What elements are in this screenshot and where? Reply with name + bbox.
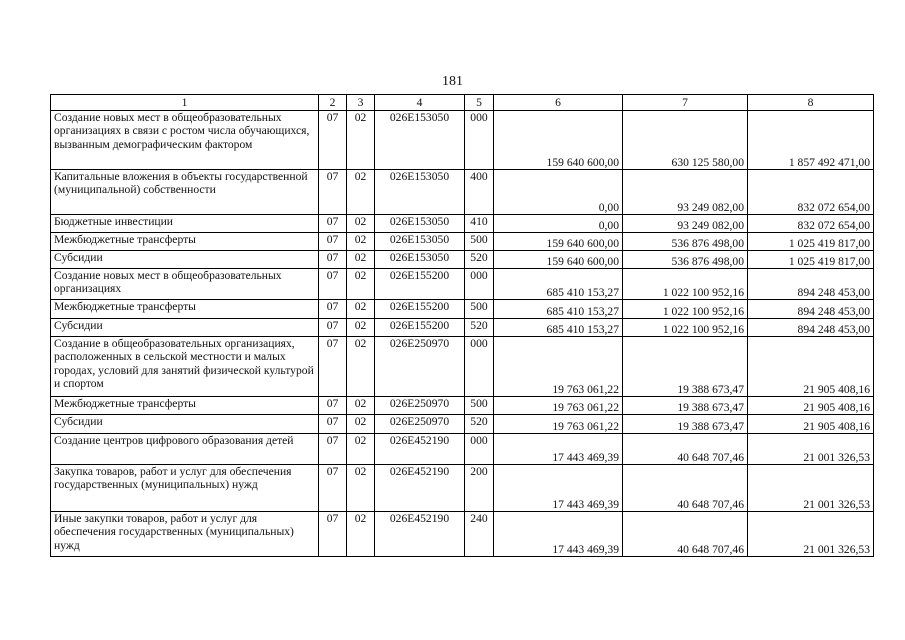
amount-col8 <box>748 337 874 397</box>
table-row <box>51 434 874 465</box>
expense-type-code: 240 <box>465 512 494 557</box>
subsection-code: 02 <box>347 319 375 337</box>
amount-value: 1 022 100 952,16 <box>662 285 744 299</box>
amount-col8 <box>748 434 874 465</box>
expense-type-code: 200 <box>465 465 494 512</box>
row-name: Бюджетные инвестиции <box>51 215 319 233</box>
expense-type-code: 520 <box>465 319 494 337</box>
expense-type-code: 520 <box>465 251 494 269</box>
amount-value: 159 640 600,00 <box>546 254 619 268</box>
amount-col7 <box>623 319 748 337</box>
target-item-code: 026E153050 <box>375 215 465 233</box>
amount-value: 40 648 707,46 <box>677 497 744 511</box>
section-code: 07 <box>319 300 347 319</box>
column-header: 6 <box>494 95 623 111</box>
row-name: Межбюджетные трансферты <box>51 233 319 251</box>
amount-col6 <box>494 434 623 465</box>
subsection-code: 02 <box>347 215 375 233</box>
amount-col8 <box>748 269 874 300</box>
amount-col7 <box>623 233 748 251</box>
table-row <box>51 512 874 557</box>
amount-col6 <box>494 111 623 170</box>
target-item-code: 026E153050 <box>375 170 465 215</box>
section-code: 07 <box>319 512 347 557</box>
row-name: Субсидии <box>51 319 319 337</box>
amount-col6 <box>494 170 623 215</box>
column-header: 5 <box>465 95 494 111</box>
target-item-code: 026E153050 <box>375 233 465 251</box>
amount-value: 19 388 673,47 <box>677 419 744 433</box>
target-item-code: 026E155200 <box>375 300 465 319</box>
column-header: 3 <box>347 95 375 111</box>
table-body <box>51 111 874 557</box>
expense-type-code: 000 <box>465 434 494 465</box>
section-code: 07 <box>319 170 347 215</box>
amount-value: 93 249 082,00 <box>677 218 744 232</box>
expense-type-code: 000 <box>465 111 494 170</box>
budget-table <box>50 94 874 557</box>
table-row <box>51 233 874 251</box>
amount-col6 <box>494 465 623 512</box>
target-item-code: 026E250970 <box>375 415 465 434</box>
table-header <box>51 95 874 111</box>
amount-col6 <box>494 215 623 233</box>
subsection-code: 02 <box>347 233 375 251</box>
amount-value: 17 443 469,39 <box>552 542 619 556</box>
column-header: 4 <box>375 95 465 111</box>
subsection-code: 02 <box>347 170 375 215</box>
amount-value: 1 025 419 817,00 <box>788 236 870 250</box>
expense-type-code: 500 <box>465 397 494 415</box>
amount-col8 <box>748 512 874 557</box>
amount-value: 19 763 061,22 <box>552 400 619 414</box>
amount-col6 <box>494 337 623 397</box>
subsection-code: 02 <box>347 434 375 465</box>
table-row <box>51 397 874 415</box>
amount-value: 93 249 082,00 <box>677 200 744 214</box>
expense-type-code: 000 <box>465 269 494 300</box>
target-item-code: 026E153050 <box>375 111 465 170</box>
subsection-code: 02 <box>347 415 375 434</box>
amount-value: 19 388 673,47 <box>677 400 744 414</box>
amount-col8 <box>748 319 874 337</box>
row-name: Субсидии <box>51 415 319 434</box>
amount-col6 <box>494 319 623 337</box>
amount-col7 <box>623 300 748 319</box>
amount-value: 894 248 453,00 <box>797 322 870 336</box>
column-header: 8 <box>748 95 874 111</box>
amount-value: 19 763 061,22 <box>552 382 619 396</box>
amount-value: 685 410 153,27 <box>546 285 619 299</box>
subsection-code: 02 <box>347 300 375 319</box>
row-name: Создание в общеобразовательных организациях, расположенных в сельской местности и малых городах, условий для занятий физической культурой и спортом <box>51 337 319 397</box>
amount-value: 1 022 100 952,16 <box>662 304 744 318</box>
subsection-code: 02 <box>347 512 375 557</box>
target-item-code: 026E452190 <box>375 465 465 512</box>
amount-col6 <box>494 251 623 269</box>
amount-value: 17 443 469,39 <box>552 497 619 511</box>
amount-value: 21 001 326,53 <box>803 497 870 511</box>
amount-col7 <box>623 397 748 415</box>
subsection-code: 02 <box>347 269 375 300</box>
amount-value: 685 410 153,27 <box>546 304 619 318</box>
amount-value: 19 388 673,47 <box>677 382 744 396</box>
amount-col6 <box>494 269 623 300</box>
section-code: 07 <box>319 111 347 170</box>
table-row <box>51 300 874 319</box>
row-name: Закупка товаров, работ и услуг для обеспечения государственных (муниципальных) нужд <box>51 465 319 512</box>
table-row <box>51 415 874 434</box>
target-item-code: 026E155200 <box>375 269 465 300</box>
section-code: 07 <box>319 251 347 269</box>
row-name: Капитальные вложения в объекты государственной (муниципальной) собственности <box>51 170 319 215</box>
header-row <box>51 95 874 111</box>
column-header: 1 <box>51 95 319 111</box>
amount-value: 21 001 326,53 <box>803 542 870 556</box>
amount-col6 <box>494 397 623 415</box>
section-code: 07 <box>319 397 347 415</box>
table-row <box>51 170 874 215</box>
amount-col7 <box>623 269 748 300</box>
amount-value: 40 648 707,46 <box>677 450 744 464</box>
amount-col8 <box>748 251 874 269</box>
amount-col8 <box>748 233 874 251</box>
section-code: 07 <box>319 269 347 300</box>
table-row <box>51 337 874 397</box>
row-name: Межбюджетные трансферты <box>51 397 319 415</box>
section-code: 07 <box>319 415 347 434</box>
expense-type-code: 520 <box>465 415 494 434</box>
amount-col6 <box>494 512 623 557</box>
row-name: Создание новых мест в общеобразовательных организациях <box>51 269 319 300</box>
amount-value: 894 248 453,00 <box>797 285 870 299</box>
amount-col7 <box>623 415 748 434</box>
amount-value: 21 001 326,53 <box>803 450 870 464</box>
amount-value: 159 640 600,00 <box>546 236 619 250</box>
amount-col7 <box>623 434 748 465</box>
amount-value: 21 905 408,16 <box>803 419 870 433</box>
amount-col6 <box>494 415 623 434</box>
table-row <box>51 269 874 300</box>
expense-type-code: 500 <box>465 300 494 319</box>
amount-col8 <box>748 170 874 215</box>
amount-value: 536 876 498,00 <box>671 254 744 268</box>
section-code: 07 <box>319 337 347 397</box>
amount-value: 685 410 153,27 <box>546 322 619 336</box>
amount-col6 <box>494 233 623 251</box>
amount-value: 21 905 408,16 <box>803 382 870 396</box>
amount-value: 1 857 492 471,00 <box>788 155 870 169</box>
amount-col8 <box>748 215 874 233</box>
amount-col7 <box>623 170 748 215</box>
subsection-code: 02 <box>347 251 375 269</box>
subsection-code: 02 <box>347 337 375 397</box>
table-row <box>51 465 874 512</box>
section-code: 07 <box>319 465 347 512</box>
table-row <box>51 319 874 337</box>
table-row <box>51 251 874 269</box>
amount-col8 <box>748 465 874 512</box>
amount-value: 159 640 600,00 <box>546 155 619 169</box>
amount-value: 0,00 <box>598 200 619 214</box>
amount-col7 <box>623 512 748 557</box>
amount-value: 17 443 469,39 <box>552 450 619 464</box>
amount-col7 <box>623 251 748 269</box>
amount-value: 0,00 <box>598 218 619 232</box>
expense-type-code: 000 <box>465 337 494 397</box>
target-item-code: 026E155200 <box>375 319 465 337</box>
amount-col8 <box>748 300 874 319</box>
row-name: Субсидии <box>51 251 319 269</box>
target-item-code: 026E452190 <box>375 512 465 557</box>
amount-value: 536 876 498,00 <box>671 236 744 250</box>
column-header: 2 <box>319 95 347 111</box>
amount-value: 630 125 580,00 <box>671 155 744 169</box>
expense-type-code: 400 <box>465 170 494 215</box>
subsection-code: 02 <box>347 111 375 170</box>
section-code: 07 <box>319 434 347 465</box>
amount-col7 <box>623 215 748 233</box>
row-name: Межбюджетные трансферты <box>51 300 319 319</box>
table-row <box>51 215 874 233</box>
section-code: 07 <box>319 319 347 337</box>
row-name: Иные закупки товаров, работ и услуг для обеспечения государственных (муниципальных) нужд <box>51 512 319 557</box>
amount-col7 <box>623 465 748 512</box>
section-code: 07 <box>319 215 347 233</box>
amount-col6 <box>494 300 623 319</box>
column-header: 7 <box>623 95 748 111</box>
target-item-code: 026E153050 <box>375 251 465 269</box>
amount-value: 832 072 654,00 <box>797 200 870 214</box>
expense-type-code: 410 <box>465 215 494 233</box>
table-row <box>51 111 874 170</box>
row-name: Создание центров цифрового образования детей <box>51 434 319 465</box>
row-name: Создание новых мест в общеобразовательных организациях в связи с ростом числа обучающихся, вызванным демографическим фактором <box>51 111 319 170</box>
amount-col7 <box>623 337 748 397</box>
amount-col8 <box>748 111 874 170</box>
amount-col8 <box>748 397 874 415</box>
amount-value: 1 025 419 817,00 <box>788 254 870 268</box>
subsection-code: 02 <box>347 465 375 512</box>
amount-col8 <box>748 415 874 434</box>
amount-value: 21 905 408,16 <box>803 400 870 414</box>
target-item-code: 026E452190 <box>375 434 465 465</box>
expense-type-code: 500 <box>465 233 494 251</box>
amount-value: 832 072 654,00 <box>797 218 870 232</box>
section-code: 07 <box>319 233 347 251</box>
amount-value: 19 763 061,22 <box>552 419 619 433</box>
subsection-code: 02 <box>347 397 375 415</box>
page-number: 181 <box>442 74 463 89</box>
amount-value: 894 248 453,00 <box>797 304 870 318</box>
amount-value: 40 648 707,46 <box>677 542 744 556</box>
amount-col7 <box>623 111 748 170</box>
target-item-code: 026E250970 <box>375 397 465 415</box>
target-item-code: 026E250970 <box>375 337 465 397</box>
amount-value: 1 022 100 952,16 <box>662 322 744 336</box>
